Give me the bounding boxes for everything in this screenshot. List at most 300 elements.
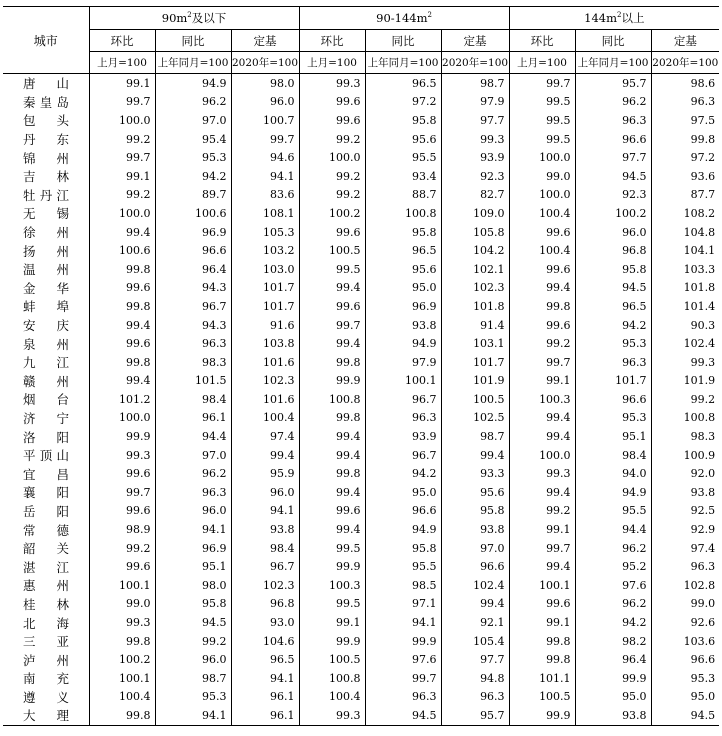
value-cell: 99.6	[89, 464, 155, 483]
value-cell: 95.3	[575, 409, 651, 428]
value-cell: 83.6	[231, 186, 299, 205]
value-cell: 98.7	[155, 669, 231, 688]
value-cell: 100.9	[651, 446, 719, 465]
value-cell: 94.1	[155, 520, 231, 539]
value-cell: 103.1	[441, 334, 509, 353]
value-cell: 97.1	[365, 595, 441, 614]
value-cell: 99.2	[89, 539, 155, 558]
value-cell: 99.6	[89, 502, 155, 521]
subheader-cell: 定基	[441, 30, 509, 52]
value-cell: 97.7	[441, 650, 509, 669]
value-cell: 98.7	[441, 427, 509, 446]
value-cell: 100.0	[509, 186, 575, 205]
value-cell: 100.8	[299, 669, 365, 688]
value-cell: 99.2	[299, 130, 365, 149]
value-cell: 99.1	[509, 520, 575, 539]
table-row	[3, 576, 719, 595]
value-cell: 93.3	[441, 464, 509, 483]
value-cell: 96.4	[575, 650, 651, 669]
value-cell: 93.4	[365, 167, 441, 186]
value-cell: 96.5	[365, 74, 441, 93]
value-cell: 96.2	[575, 93, 651, 112]
city-cell	[3, 130, 89, 149]
value-cell: 96.1	[155, 409, 231, 428]
value-cell: 96.7	[231, 557, 299, 576]
city-cell	[3, 390, 89, 409]
value-cell: 99.3	[299, 706, 365, 725]
city-cell	[3, 706, 89, 725]
value-cell: 99.5	[509, 93, 575, 112]
value-cell: 95.5	[365, 557, 441, 576]
value-cell: 99.8	[299, 353, 365, 372]
value-cell: 95.8	[365, 223, 441, 242]
value-cell: 99.6	[299, 297, 365, 316]
city-name: 唐山	[23, 76, 69, 92]
value-cell: 96.6	[155, 241, 231, 260]
value-cell: 100.0	[509, 446, 575, 465]
value-cell: 92.5	[651, 502, 719, 521]
value-cell: 100.1	[365, 372, 441, 391]
value-cell: 96.1	[231, 688, 299, 707]
value-cell: 99.8	[89, 632, 155, 651]
table-row	[3, 409, 719, 428]
value-cell: 99.2	[509, 502, 575, 521]
value-cell: 96.1	[231, 706, 299, 725]
city-cell	[3, 446, 89, 465]
value-cell: 95.2	[575, 557, 651, 576]
value-cell: 99.6	[509, 595, 575, 614]
value-cell: 96.8	[575, 241, 651, 260]
value-cell: 100.4	[299, 688, 365, 707]
value-cell: 96.0	[231, 93, 299, 112]
value-cell: 99.1	[89, 167, 155, 186]
value-cell: 100.8	[651, 409, 719, 428]
value-cell: 100.4	[231, 409, 299, 428]
value-cell: 99.9	[299, 632, 365, 651]
value-cell: 103.2	[231, 241, 299, 260]
city-cell	[3, 650, 89, 669]
city-cell	[3, 297, 89, 316]
value-cell: 99.4	[509, 483, 575, 502]
value-cell: 94.1	[231, 167, 299, 186]
city-cell	[3, 427, 89, 446]
value-cell: 96.0	[575, 223, 651, 242]
value-cell: 99.9	[89, 427, 155, 446]
value-cell: 96.2	[155, 464, 231, 483]
value-cell: 103.0	[231, 260, 299, 279]
value-cell: 94.1	[231, 669, 299, 688]
value-cell: 99.4	[509, 557, 575, 576]
base-cell: 上年同月=100	[155, 52, 231, 74]
city-name: 安庆	[23, 318, 69, 334]
value-cell: 97.5	[651, 111, 719, 130]
table-row	[3, 502, 719, 521]
value-cell: 99.7	[509, 74, 575, 93]
value-cell: 95.9	[231, 464, 299, 483]
city-cell	[3, 483, 89, 502]
value-cell: 96.2	[155, 93, 231, 112]
value-cell: 95.7	[575, 74, 651, 93]
value-cell: 96.3	[651, 557, 719, 576]
value-cell: 93.9	[365, 427, 441, 446]
table-row	[3, 186, 719, 205]
value-cell: 99.8	[299, 409, 365, 428]
value-cell: 96.6	[651, 650, 719, 669]
table-row	[3, 297, 719, 316]
table-row	[3, 279, 719, 298]
value-cell: 102.8	[651, 576, 719, 595]
value-cell: 99.3	[509, 464, 575, 483]
value-cell: 97.0	[155, 111, 231, 130]
city-name: 金华	[23, 280, 69, 296]
base-cell: 上月=100	[89, 52, 155, 74]
table-row	[3, 74, 719, 93]
value-cell: 105.8	[441, 223, 509, 242]
value-cell: 100.1	[89, 669, 155, 688]
value-cell: 101.1	[509, 669, 575, 688]
value-cell: 92.3	[575, 186, 651, 205]
value-cell: 96.0	[155, 502, 231, 521]
city-cell	[3, 204, 89, 223]
base-cell: 上月=100	[509, 52, 575, 74]
value-cell: 99.3	[299, 74, 365, 93]
subheader-cell: 定基	[231, 30, 299, 52]
value-cell: 100.0	[299, 148, 365, 167]
value-cell: 99.9	[509, 706, 575, 725]
value-cell: 100.0	[509, 148, 575, 167]
city-name: 平顶山	[23, 448, 69, 464]
value-cell: 96.3	[575, 353, 651, 372]
value-cell: 97.6	[365, 650, 441, 669]
value-cell: 94.9	[575, 483, 651, 502]
value-cell: 96.4	[155, 260, 231, 279]
city-name: 烟台	[23, 392, 69, 408]
value-cell: 95.3	[575, 334, 651, 353]
value-cell: 93.8	[365, 316, 441, 335]
value-cell: 94.1	[231, 502, 299, 521]
value-cell: 93.8	[651, 483, 719, 502]
city-cell	[3, 223, 89, 242]
subheader-cell: 定基	[651, 30, 719, 52]
value-cell: 92.1	[441, 613, 509, 632]
value-cell: 96.6	[575, 390, 651, 409]
value-cell: 96.8	[231, 595, 299, 614]
value-cell: 100.5	[441, 390, 509, 409]
value-cell: 96.3	[575, 111, 651, 130]
value-cell: 88.7	[365, 186, 441, 205]
value-cell: 100.2	[89, 650, 155, 669]
value-cell: 97.9	[441, 93, 509, 112]
value-cell: 99.8	[89, 260, 155, 279]
value-cell: 99.2	[299, 186, 365, 205]
value-cell: 103.3	[651, 260, 719, 279]
value-cell: 99.8	[651, 130, 719, 149]
value-cell: 96.6	[441, 557, 509, 576]
value-cell: 99.3	[651, 353, 719, 372]
city-name: 无锡	[23, 206, 69, 222]
value-cell: 99.8	[89, 706, 155, 725]
value-cell: 100.0	[89, 409, 155, 428]
value-cell: 95.4	[155, 130, 231, 149]
value-cell: 99.8	[89, 297, 155, 316]
city-name: 常德	[23, 522, 69, 538]
table-row	[3, 613, 719, 632]
table-row	[3, 223, 719, 242]
value-cell: 93.9	[441, 148, 509, 167]
value-cell: 99.0	[509, 167, 575, 186]
city-cell	[3, 613, 89, 632]
value-cell: 98.3	[155, 353, 231, 372]
city-cell	[3, 409, 89, 428]
value-cell: 101.7	[441, 353, 509, 372]
value-cell: 101.5	[155, 372, 231, 391]
value-cell: 99.4	[231, 446, 299, 465]
value-cell: 99.8	[509, 650, 575, 669]
value-cell: 100.5	[299, 241, 365, 260]
price-index-table-container	[3, 6, 719, 726]
table-row	[3, 130, 719, 149]
value-cell: 98.5	[365, 576, 441, 595]
city-cell	[3, 557, 89, 576]
value-cell: 101.4	[651, 297, 719, 316]
value-cell: 95.8	[365, 111, 441, 130]
value-cell: 94.2	[575, 316, 651, 335]
value-cell: 95.0	[365, 483, 441, 502]
value-cell: 101.2	[89, 390, 155, 409]
city-cell	[3, 669, 89, 688]
value-cell: 100.5	[299, 650, 365, 669]
city-cell	[3, 464, 89, 483]
table-row	[3, 632, 719, 651]
value-cell: 99.4	[509, 427, 575, 446]
value-cell: 101.9	[441, 372, 509, 391]
table-row	[3, 353, 719, 372]
city-cell	[3, 539, 89, 558]
city-name: 洛阳	[23, 429, 69, 445]
city-name: 丹东	[23, 132, 69, 148]
value-cell: 99.4	[299, 446, 365, 465]
value-cell: 95.6	[365, 260, 441, 279]
table-row	[3, 167, 719, 186]
city-name: 扬州	[23, 243, 69, 259]
value-cell: 95.3	[651, 669, 719, 688]
value-cell: 97.4	[651, 539, 719, 558]
base-cell: 上年同月=100	[365, 52, 441, 74]
subheader-cell: 环比	[89, 30, 155, 52]
value-cell: 99.6	[89, 334, 155, 353]
value-cell: 95.6	[441, 483, 509, 502]
city-name: 徐州	[23, 225, 69, 241]
city-cell	[3, 353, 89, 372]
value-cell: 94.9	[365, 334, 441, 353]
value-cell: 99.2	[155, 632, 231, 651]
value-cell: 99.4	[299, 279, 365, 298]
city-cell	[3, 93, 89, 112]
city-cell	[3, 372, 89, 391]
value-cell: 99.4	[89, 316, 155, 335]
value-cell: 97.4	[231, 427, 299, 446]
value-cell: 96.6	[575, 130, 651, 149]
city-cell	[3, 74, 89, 93]
subheader-cell: 环比	[509, 30, 575, 52]
value-cell: 101.7	[231, 297, 299, 316]
value-cell: 96.2	[575, 595, 651, 614]
value-cell: 94.5	[575, 279, 651, 298]
value-cell: 98.4	[155, 390, 231, 409]
city-cell	[3, 688, 89, 707]
value-cell: 104.8	[651, 223, 719, 242]
value-cell: 99.2	[651, 390, 719, 409]
value-cell: 93.8	[575, 706, 651, 725]
value-cell: 82.7	[441, 186, 509, 205]
base-cell: 上年同月=100	[575, 52, 651, 74]
city-name: 泸州	[23, 652, 69, 668]
subheader-row	[3, 30, 719, 52]
value-cell: 91.6	[231, 316, 299, 335]
city-cell	[3, 167, 89, 186]
city-column-header: 城市	[3, 7, 89, 74]
city-name: 北海	[23, 615, 69, 631]
city-name: 牡丹江	[23, 187, 69, 203]
table-row	[3, 557, 719, 576]
city-cell	[3, 279, 89, 298]
value-cell: 100.4	[89, 688, 155, 707]
value-cell: 98.7	[441, 74, 509, 93]
value-cell: 99.2	[89, 130, 155, 149]
value-cell: 96.3	[651, 93, 719, 112]
value-cell: 99.4	[441, 446, 509, 465]
value-cell: 96.3	[441, 688, 509, 707]
value-cell: 99.6	[509, 260, 575, 279]
city-cell	[3, 632, 89, 651]
value-cell: 99.1	[509, 372, 575, 391]
value-cell: 94.9	[155, 74, 231, 93]
value-cell: 94.8	[441, 669, 509, 688]
city-cell	[3, 186, 89, 205]
value-cell: 94.4	[575, 520, 651, 539]
value-cell: 98.0	[231, 74, 299, 93]
value-cell: 92.0	[651, 464, 719, 483]
table-row	[3, 669, 719, 688]
value-cell: 99.9	[575, 669, 651, 688]
city-cell	[3, 260, 89, 279]
value-cell: 99.7	[89, 148, 155, 167]
value-cell: 105.3	[231, 223, 299, 242]
city-name: 蚌埠	[23, 299, 69, 315]
city-name: 岳阳	[23, 503, 69, 519]
table-row	[3, 464, 719, 483]
value-cell: 95.0	[575, 688, 651, 707]
city-name: 韶关	[23, 541, 69, 557]
city-name: 惠州	[23, 578, 69, 594]
value-cell: 99.5	[299, 260, 365, 279]
value-cell: 93.6	[651, 167, 719, 186]
value-cell: 96.2	[575, 539, 651, 558]
value-cell: 100.6	[155, 204, 231, 223]
value-cell: 99.5	[299, 539, 365, 558]
city-cell	[3, 595, 89, 614]
value-cell: 100.8	[365, 204, 441, 223]
value-cell: 102.3	[441, 279, 509, 298]
value-cell: 99.7	[231, 130, 299, 149]
city-cell	[3, 241, 89, 260]
city-name: 吉林	[23, 169, 69, 185]
value-cell: 94.2	[575, 613, 651, 632]
value-cell: 99.7	[365, 669, 441, 688]
value-cell: 98.0	[155, 576, 231, 595]
value-cell: 96.9	[155, 223, 231, 242]
city-name: 温州	[23, 262, 69, 278]
value-cell: 94.2	[365, 464, 441, 483]
table-row	[3, 334, 719, 353]
city-name: 包头	[23, 113, 69, 129]
table-row	[3, 260, 719, 279]
value-cell: 96.7	[365, 446, 441, 465]
table-row	[3, 390, 719, 409]
value-cell: 96.9	[155, 539, 231, 558]
group-header-medium: $90-144m^2$	[299, 7, 509, 30]
value-cell: 99.4	[299, 520, 365, 539]
value-cell: 95.5	[365, 148, 441, 167]
value-cell: 99.6	[299, 111, 365, 130]
city-cell	[3, 111, 89, 130]
value-cell: 94.1	[365, 613, 441, 632]
value-cell: 99.4	[509, 279, 575, 298]
value-cell: 101.6	[231, 390, 299, 409]
value-cell: 104.1	[651, 241, 719, 260]
city-name: 湛江	[23, 559, 69, 575]
value-cell: 99.0	[651, 595, 719, 614]
value-cell: 99.6	[299, 502, 365, 521]
value-cell: 99.7	[299, 316, 365, 335]
value-cell: 99.7	[509, 539, 575, 558]
city-cell	[3, 520, 89, 539]
value-cell: 103.6	[651, 632, 719, 651]
value-cell: 94.5	[365, 706, 441, 725]
value-cell: 102.1	[441, 260, 509, 279]
value-cell: 99.1	[89, 74, 155, 93]
value-cell: 97.7	[441, 111, 509, 130]
value-cell: 108.1	[231, 204, 299, 223]
value-cell: 99.3	[89, 613, 155, 632]
value-cell: 105.4	[441, 632, 509, 651]
value-cell: 93.8	[441, 520, 509, 539]
value-cell: 99.4	[89, 223, 155, 242]
city-name: 襄阳	[23, 485, 69, 501]
value-cell: 99.1	[509, 613, 575, 632]
city-name: 遵义	[23, 689, 69, 705]
value-cell: 104.6	[231, 632, 299, 651]
value-cell: 94.4	[155, 427, 231, 446]
subheader-cell: 同比	[155, 30, 231, 52]
value-cell: 100.0	[89, 111, 155, 130]
value-cell: 89.7	[155, 186, 231, 205]
value-cell: 99.2	[89, 186, 155, 205]
value-cell: 100.4	[509, 204, 575, 223]
value-cell: 99.4	[299, 483, 365, 502]
value-cell: 99.9	[299, 557, 365, 576]
city-name: 秦皇岛	[23, 94, 69, 110]
value-cell: 99.3	[441, 130, 509, 149]
value-cell: 100.1	[509, 576, 575, 595]
value-cell: 101.8	[441, 297, 509, 316]
city-name: 赣州	[23, 373, 69, 389]
value-cell: 97.2	[651, 148, 719, 167]
value-cell: 96.5	[365, 241, 441, 260]
value-cell: 100.2	[299, 204, 365, 223]
city-cell	[3, 576, 89, 595]
value-cell: 95.0	[365, 279, 441, 298]
